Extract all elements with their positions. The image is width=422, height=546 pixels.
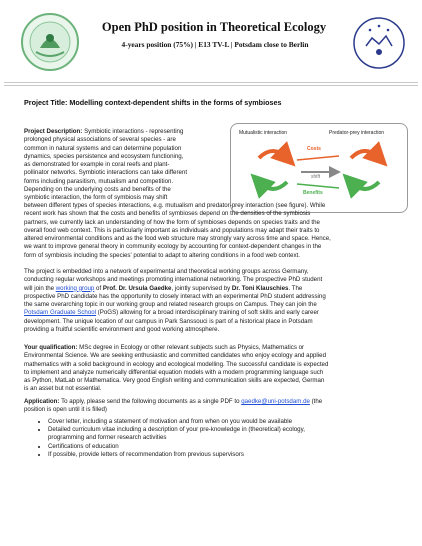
qualification-paragraph: Your qualification: MSc degree in Ecology or other relevant subjects such as Physics, Mathematics or Environmental Science. We are seeking enthusiastic and committed candidates who enjoy ecology and applied mathematics with a solid background in ecology and ecological modelling. The successful candidate is expected to implement and analyze numerically differential equation models with a modern programming language such as Python, MatLab or Mathematica. Very good English writing and communication skills are expected, German is an asset but not essential.: [24, 344, 329, 393]
page-subtitle: 4-years position (75%) | E13 TV-L | Potsdam close to Berlin: [121, 40, 309, 49]
description-narrow: Project Description: Symbiotic interactions - representing prolonged physical associations of several species - are common in natural systems and can determine population dynamics, species persistence and ecosystem functioning, as demonstrated for example in coral reefs and plant- pollinator networks. Symbiotic interactions can take different forms including parasitism, mutualism and competition. Depending on the underlying costs and benefits of the symbiotic interaction, the form of symbiosis may shift: [24, 128, 188, 202]
working-group-link[interactable]: working group: [55, 284, 95, 292]
description-label: Project Description:: [24, 128, 83, 135]
list-item: • Cover letter, including a statement of motivation and from when on you would be available: [48, 418, 406, 426]
application-label: Application:: [24, 398, 60, 405]
figure-arrows: [231, 124, 407, 212]
qualification-label: Your qualification:: [24, 344, 78, 351]
list-item: • If possible, provide letters of recommendation from previous supervisors: [48, 451, 406, 459]
shift-label: shift: [311, 174, 321, 180]
header-divider-bottom: [4, 85, 418, 86]
email-link[interactable]: gaedke@uni-potsdam.de: [241, 398, 310, 405]
predator-prey-label: Predator-prey interaction: [329, 130, 385, 136]
benefits-label: Benefits: [303, 190, 323, 196]
graduate-school-link[interactable]: Potsdam Graduate School: [24, 309, 97, 317]
list-item: • Detailed curriculum vitae including a description of your pre-knowledge in (theoretical) ecology, programming and former research activities: [48, 426, 406, 442]
page-title: Open PhD position in Theoretical Ecology: [101, 20, 327, 34]
symbiosis-figure: [230, 123, 408, 213]
list-item: • Certifications of education: [48, 443, 406, 451]
university-potsdam-logo: [352, 16, 406, 70]
project-title: Project Title: Modelling context-dependent shifts in the forms of symbioses: [24, 98, 282, 107]
costs-label: Costs: [307, 146, 321, 152]
application-list: [36, 418, 406, 459]
application-paragraph: Application: To apply, please send the following documents as a single PDF to gaedke@uni-potsdam.de (the position is open until it is filled): [24, 398, 323, 414]
mutualistic-label: Mutualistic interaction: [239, 130, 288, 136]
description-full: between different types of species interactions, e.g. mutualism and predator-prey interaction (see figure). While recent work has shown that the costs and benefits of symbioses depend on the densities of the symbiosis partners, we currently lack an understanding of how the form of symbioses depends on species traits and the overall food web context. This is particularly important as individuals and populations may adapt their traits to altered environmental conditions and as the food web structure may strongly vary across time and space. Hence, we want to improve general theory in community ecology by accounting for context-dependent changes in the form of symbiosis including the species' potential to adapt to altering conditions in a food web context.: [24, 202, 331, 259]
header-divider-top: [4, 82, 418, 83]
embedding-paragraph: The project is embedded into a network of experimental and theoretical working groups across Germany, conducting regular workshops and meetings promoting international networking. The prospective PhD student will join the working group of Prof. Dr. Ursula Gaedke, jointly supervised by Dr. Toni Klauschies. The prospective PhD candidate has the opportunity to closely interact with an experimental PhD student addressing the same overarching topic in our working group and related research groups on Campus. They can join the Potsdam Graduate School (PoGS) allowing for a broad interdisciplinary training of soft skills and early career development. The unique location of our campus in Park Sanssouci is part of a historical place in Potsdam providing a fruitful scientific environment and good working atmosphere.: [24, 268, 326, 334]
